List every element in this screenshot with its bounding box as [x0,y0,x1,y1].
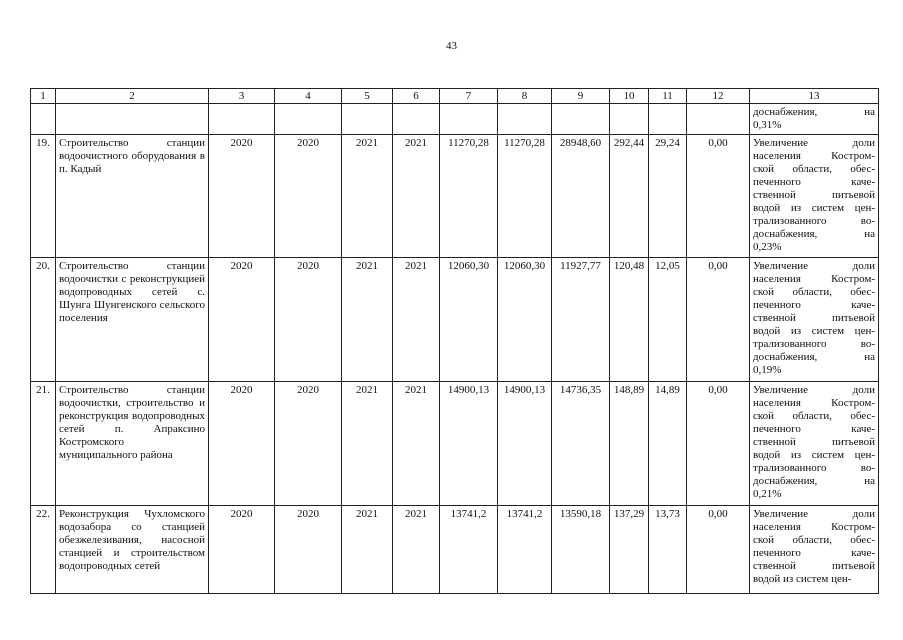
value-cell-c4: 2020 [275,382,342,506]
result-line: населения Костром- [753,397,875,409]
result-line: населения Костром- [753,273,875,285]
value-cell-c12: 0,00 [687,135,750,258]
result-line: 0,19% [753,364,782,376]
result-line: водой из систем цен- [753,202,875,214]
project-name: Строительство станции водоочистки, строительство и реконструкция водопроводных сетей п. Апраксино Костромского муниципального района [56,382,209,506]
value-cell-c5: 2021 [342,506,393,594]
result-line: водой из систем цен- [753,449,875,461]
value-cell-c6: 2021 [393,258,440,382]
row-number: 20. [31,258,56,382]
value-cell-c6: 2021 [393,135,440,258]
value-cell-c3: 2020 [209,506,275,594]
value-cell-c5: 2021 [342,135,393,258]
value-cell-c11: 12,05 [649,258,687,382]
value-cell-c11: 14,89 [649,382,687,506]
result-line: печенного каче- [753,176,875,188]
value-cell-c4: 2020 [275,135,342,258]
result-cell [750,382,879,506]
value-cell-c5: 2021 [342,258,393,382]
table-row [31,382,879,506]
value-cell-c3: 2020 [209,382,275,506]
value-cell-c8: 13741,2 [498,506,552,594]
result-line: населения Костром- [753,150,875,162]
result-line: населения Костром- [753,521,875,533]
table-row [31,135,879,258]
result-line: ской области, обес- [753,410,875,422]
result-line: ской области, обес- [753,286,875,298]
result-line: доснабжения, на [753,351,875,363]
column-header: 13 [750,89,879,104]
value-cell-c9: 11927,77 [552,258,610,382]
result-line: доснабжения, на [753,228,875,240]
page-number: 43 [446,40,457,52]
column-header: 10 [610,89,649,104]
value-cell-c10: 120,48 [610,258,649,382]
value-cell-c8: 11270,28 [498,135,552,258]
result-line: ственной питьевой [753,560,875,572]
result-cell [750,258,879,382]
result-line: Увеличение доли [753,508,875,520]
result-line: ственной питьевой [753,436,875,448]
column-header: 2 [56,89,209,104]
value-cell-c12: 0,00 [687,258,750,382]
value-cell-c12: 0,00 [687,382,750,506]
value-cell-c10: 292,44 [610,135,649,258]
value-cell-c9: 13590,18 [552,506,610,594]
project-name: Строительство станции водоочистного оборудования в п. Кадый [56,135,209,258]
result-line: доснабжения, на [753,475,875,487]
result-cell [750,135,879,258]
column-header: 8 [498,89,552,104]
column-header: 4 [275,89,342,104]
column-header: 11 [649,89,687,104]
column-header: 3 [209,89,275,104]
column-header: 7 [440,89,498,104]
row-number: 21. [31,382,56,506]
value-cell-c11: 29,24 [649,135,687,258]
value-cell-c8: 14900,13 [498,382,552,506]
result-cell [750,506,879,594]
value-cell-c8: 12060,30 [498,258,552,382]
value-cell-c10: 148,89 [610,382,649,506]
row-number: 22. [31,506,56,594]
result-line: 0,21% [753,488,782,500]
table-row [31,258,879,382]
result-line: печенного каче- [753,547,875,559]
result-line: трализованного во- [753,338,875,350]
table-row [31,506,879,594]
value-cell-c7: 14900,13 [440,382,498,506]
header-row [31,89,879,104]
result-line: трализованного во- [753,215,875,227]
value-cell-c3: 2020 [209,258,275,382]
value-cell-c3: 2020 [209,135,275,258]
value-cell-c4: 2020 [275,506,342,594]
value-cell-c7: 11270,28 [440,135,498,258]
value-cell-c5: 2021 [342,382,393,506]
result-cell [750,104,879,135]
result-line: печенного каче- [753,423,875,435]
project-name: Реконструкция Чухломского водозабора со станцией обезжелезивания, насосной станцией и строительством водопроводных сетей [56,506,209,594]
value-cell-c11: 13,73 [649,506,687,594]
value-cell-c6: 2021 [393,506,440,594]
value-cell-c10: 137,29 [610,506,649,594]
result-line: Увеличение доли [753,384,875,396]
column-header: 5 [342,89,393,104]
result-line: трализованного во- [753,462,875,474]
continuation-row [31,104,879,135]
column-header: 12 [687,89,750,104]
result-line: ской области, обес- [753,163,875,175]
value-cell-c7: 13741,2 [440,506,498,594]
result-line: Увеличение доли [753,137,875,149]
result-line: 0,31% [753,119,782,131]
result-line: Увеличение доли [753,260,875,272]
value-cell-c12: 0,00 [687,506,750,594]
value-cell-c4: 2020 [275,258,342,382]
result-line: доснабжения, на [753,106,875,118]
column-header: 9 [552,89,610,104]
project-name: Строительство станции водоочистки с реконструкцией водопроводных сетей с. Шунга Шунгенского сельского поселения [56,258,209,382]
row-number: 19. [31,135,56,258]
result-line: 0,23% [753,241,782,253]
value-cell-c6: 2021 [393,382,440,506]
value-cell-c7: 12060,30 [440,258,498,382]
value-cell-c9: 14736,35 [552,382,610,506]
result-line: ственной питьевой [753,312,875,324]
column-header: 6 [393,89,440,104]
value-cell-c9: 28948,60 [552,135,610,258]
result-line: ской области, обес- [753,534,875,546]
data-table [30,88,879,594]
result-line: ственной питьевой [753,189,875,201]
result-line: водой из систем цен- [753,573,852,585]
result-line: водой из систем цен- [753,325,875,337]
result-line: печенного каче- [753,299,875,311]
column-header: 1 [31,89,56,104]
